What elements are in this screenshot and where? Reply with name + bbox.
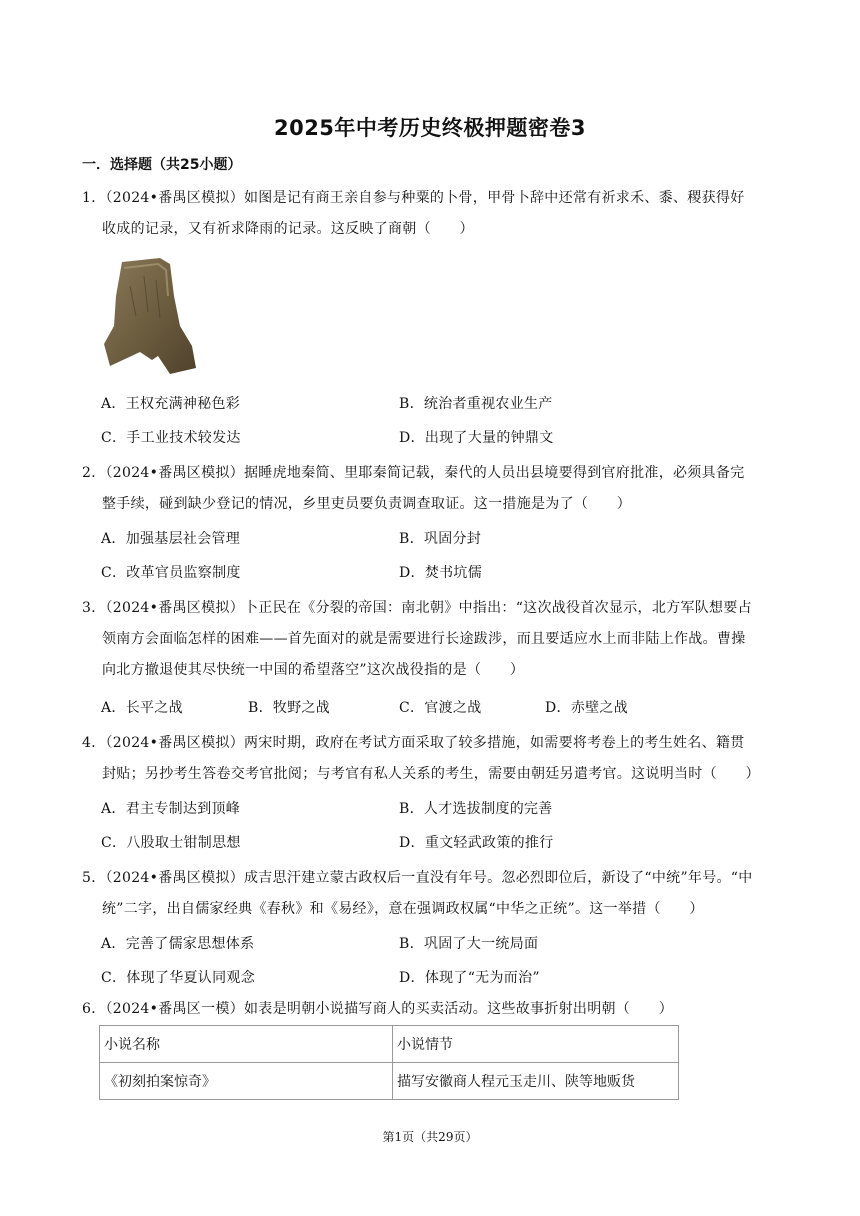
question-1-option-d: D．出现了大量的钟鼎文 [399, 430, 554, 446]
question-2-option-a: A．加强基层社会管理 [101, 531, 241, 547]
question-1-option-b: B．统治者重视农业生产 [399, 396, 553, 412]
question-2-line-1: 2．（2024•番禺区模拟）据睡虎地秦简、里耶秦简记载，秦代的人员出县境要得到官府批准，必须具备完 [82, 465, 745, 481]
page-title: 2025年中考历史终极押题密卷3 [273, 116, 587, 140]
question-5-line-1: 5．（2024•番禺区模拟）成吉思汗建立蒙古政权后一直没有年号。忽必烈即位后，新设了“中统”年号。“中 [82, 870, 753, 886]
question-2 [82, 458, 782, 520]
question-5-option-d: D．体现了“无为而治” [399, 970, 540, 986]
question-3-option-b: B．牧野之战 [248, 700, 331, 716]
novel-table [99, 1025, 679, 1100]
question-5-option-c: C．体现了华夏认同观念 [101, 970, 256, 986]
question-4-option-c: C．八股取士钳制思想 [101, 835, 241, 851]
question-3-option-c: C．官渡之战 [399, 700, 482, 716]
section-heading: 一．选择题（共25小题） [82, 157, 242, 173]
question-3-line-2: 领南方会面临怎样的困难——首先面对的就是需要进行长途跋涉，而且要适应水上而非陆上作战。曹操 [102, 631, 746, 647]
question-1-option-c: C．手工业技术较发达 [101, 430, 241, 446]
question-3-line-1: 3．（2024•番禺区模拟）卜正民在《分裂的帝国：南北朝》中指出：“这次战役首次显示，北方军队想要占 [82, 600, 752, 616]
question-4-option-d: D．重文轻武政策的推行 [399, 835, 554, 851]
question-5-option-b: B．巩固了大一统局面 [399, 936, 539, 952]
question-5 [82, 863, 782, 925]
table-cell: 描写安徽商人程元玉走川、陕等地贩货 [393, 1063, 679, 1100]
question-3-line-3: 向北方撤退使其尽快统一中国的希望落空”这次战役指的是（ ） [102, 662, 525, 678]
question-2-option-c: C．改革官员监察制度 [101, 565, 241, 581]
question-1-option-a: A．王权充满神秘色彩 [101, 396, 241, 412]
question-3-option-a: A．长平之战 [101, 700, 183, 716]
question-4-option-a: A．君主专制达到顶峰 [101, 801, 241, 817]
table-row [100, 1063, 679, 1100]
question-4-line-1: 4．（2024•番禺区模拟）两宋时期，政府在考试方面采取了较多措施，如需要将考卷上的考生姓名、籍贯 [82, 735, 745, 751]
table-cell: 《初刻拍案惊奇》 [100, 1063, 393, 1100]
question-6 [82, 994, 782, 1025]
oracle-bone-image [100, 256, 200, 376]
question-5-line-2: 统”二字，出自儒家经典《春秋》和《易经》，意在强调政权属“中华之正统”。这一举措（ ） [102, 901, 704, 917]
question-6-line-1: 6．（2024•番禺区一模）如表是明朝小说描写商人的买卖活动。这些故事折射出明朝（ ） [82, 1001, 673, 1017]
question-2-line-2: 整手续，碰到缺少登记的情况，乡里吏员要负责调查取证。这一措施是为了（ ） [102, 496, 632, 512]
question-1 [82, 183, 782, 245]
table-header-cell: 小说情节 [393, 1026, 679, 1063]
question-2-option-d: D．焚书坑儒 [399, 565, 483, 581]
table-header-row [100, 1026, 679, 1063]
question-3-option-d: D．赤壁之战 [545, 700, 629, 716]
question-5-option-a: A．完善了儒家思想体系 [101, 936, 255, 952]
question-3 [82, 593, 782, 686]
question-4 [82, 728, 782, 790]
question-4-line-2: 封贴；另抄考生答卷交考官批阅；与考官有私人关系的考生，需要由朝廷另遣考官。这说明当时（ ） [102, 766, 760, 782]
question-1-line-1: 1．（2024•番禺区模拟）如图是记有商王亲自参与种粟的卜骨，甲骨卜辞中还常有祈求禾、黍、稷获得好 [82, 190, 745, 206]
question-4-option-b: B．人才选拔制度的完善 [399, 801, 553, 817]
question-1-line-2: 收成的记录，又有祈求降雨的记录。这反映了商朝（ ） [102, 221, 474, 237]
page-footer: 第1页（共29页） [382, 1130, 478, 1144]
table-header-cell: 小说名称 [100, 1026, 393, 1063]
question-2-option-b: B．巩固分封 [399, 531, 482, 547]
